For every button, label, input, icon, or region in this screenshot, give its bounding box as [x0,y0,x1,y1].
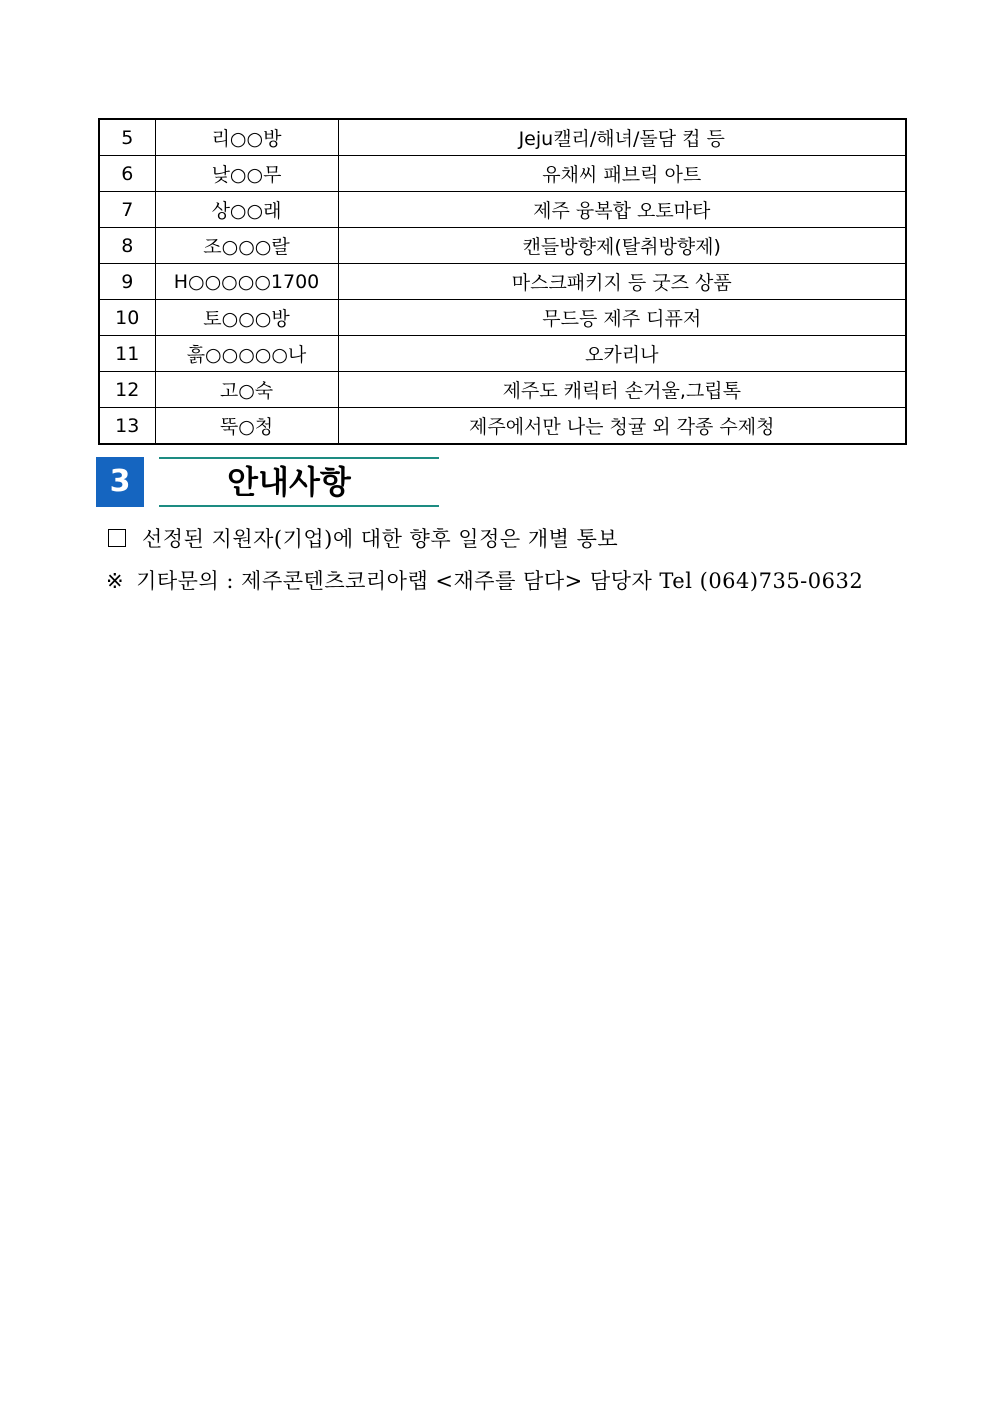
section-number-badge: 3 [96,457,144,507]
product-item: Jeju캘리/해녀/돌담 컵 등 [338,119,906,156]
applicant-name: 상○○래 [155,192,338,228]
applicant-name: 리○○방 [155,119,338,156]
applicant-table [98,118,907,445]
applicant-name: 고○숙 [155,372,338,408]
table-row [99,372,906,408]
product-item: 오카리나 [338,336,906,372]
row-number: 10 [99,300,155,336]
row-number: 12 [99,372,155,408]
table-row [99,228,906,264]
table-row [99,408,906,445]
checkbox-square-icon [108,529,126,547]
applicant-name: 토○○○방 [155,300,338,336]
applicant-name: 조○○○랄 [155,228,338,264]
product-item: 무드등 제주 디퓨저 [338,300,906,336]
product-item: 제주 융복합 오토마타 [338,192,906,228]
row-number: 9 [99,264,155,300]
row-number: 7 [99,192,155,228]
notice-line-schedule [106,523,618,553]
product-item: 제주에서만 나는 청귤 외 각종 수제청 [338,408,906,445]
table-row [99,119,906,156]
product-item: 유채씨 패브릭 아트 [338,156,906,192]
notice-line-contact [106,565,863,595]
section-title: 안내사항 [227,463,351,501]
row-number: 6 [99,156,155,192]
reference-mark-icon: ※ [106,569,125,593]
row-number: 11 [99,336,155,372]
table-row [99,192,906,228]
table-row [99,300,906,336]
table-row [99,336,906,372]
table-row [99,156,906,192]
product-item: 캔들방향제(탈취방향제) [338,228,906,264]
table-row [99,264,906,300]
row-number: 8 [99,228,155,264]
row-number: 5 [99,119,155,156]
applicant-name: 낮○○무 [155,156,338,192]
product-item: 제주도 캐릭터 손거울,그립톡 [338,372,906,408]
contact-text: 기타문의 : 제주콘텐츠코리아랩 <재주를 담다> 담당자 Tel (064)735-0632 [136,569,864,593]
row-number: 13 [99,408,155,445]
section-title-box [159,457,439,507]
applicant-name: 흙○○○○○나 [155,336,338,372]
product-item: 마스크패키지 등 굿즈 상품 [338,264,906,300]
section-header [96,457,440,507]
applicant-name: 뚝○청 [155,408,338,445]
notice-text: 선정된 지원자(기업)에 대한 향후 일정은 개별 통보 [142,527,619,551]
applicant-name: H○○○○○1700 [155,264,338,300]
